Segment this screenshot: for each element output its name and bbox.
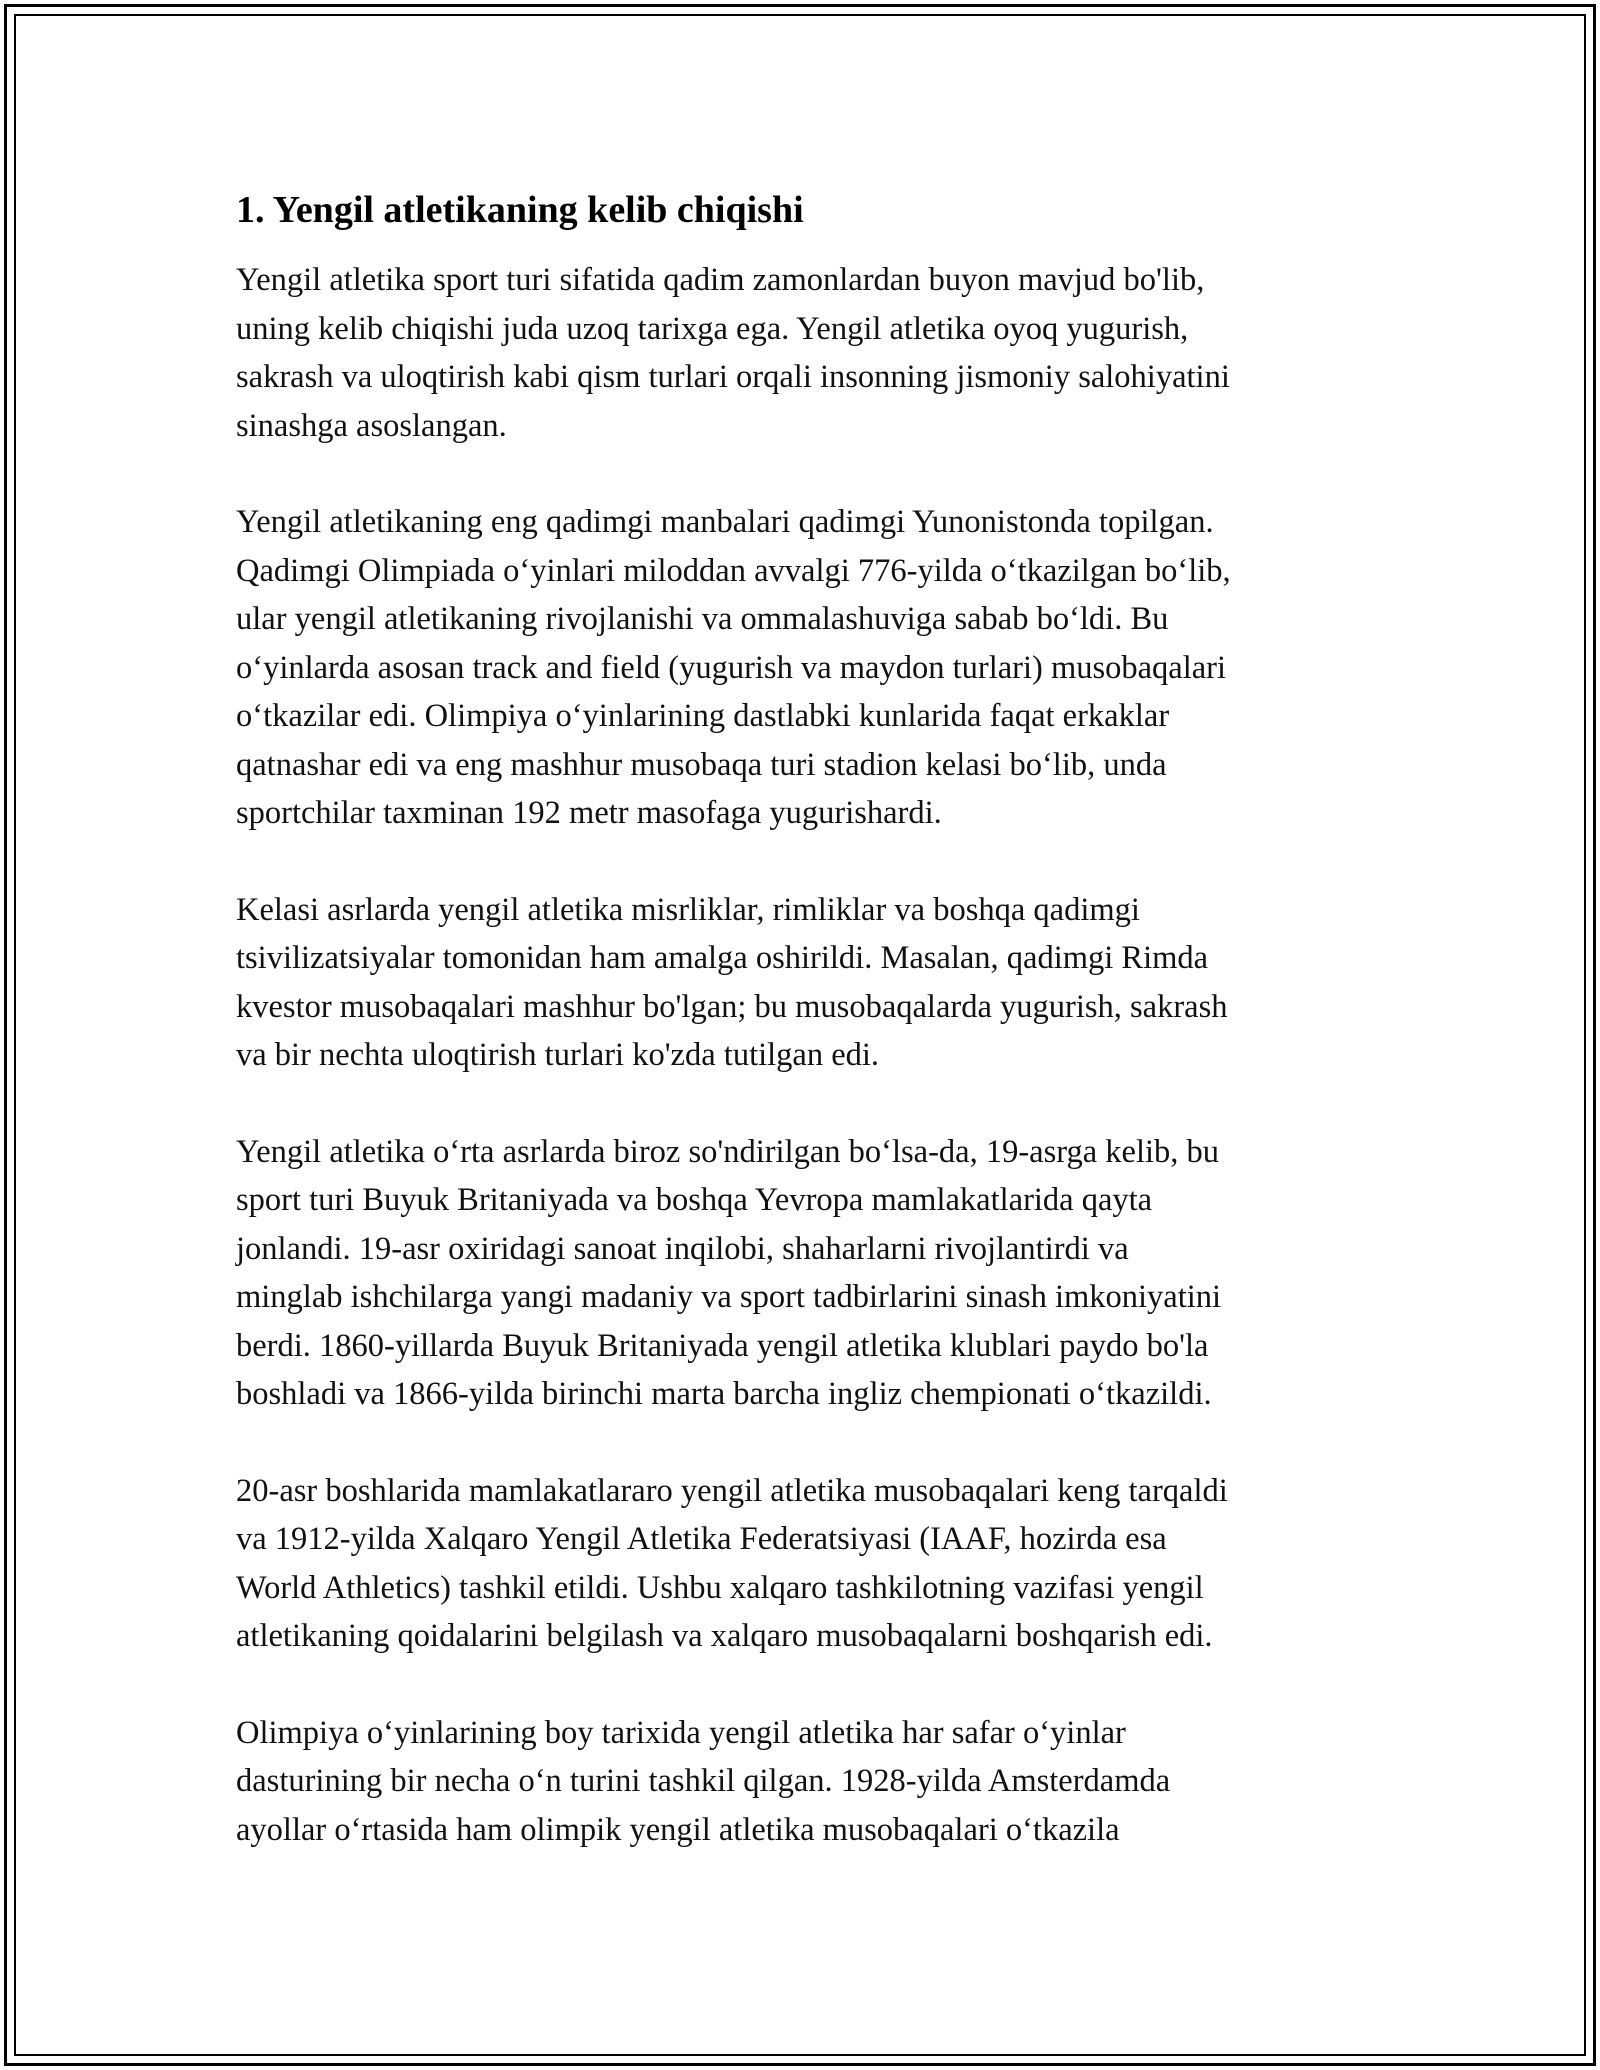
paragraph-revival: Yengil atletika o‘rta asrlarda biroz so'ndirilgan bo‘lsa-da, 19-asrga kelib, bu sport turi Buyuk Britaniyada va boshqa Yevropa mamlakatlarida qayta jonlandi. 19-asr oxiridagi sanoat inqilobi, shaharlarni rivojlantirdi va minglab ishchilarga yangi madaniy va sport tadbirlarini sinash imkoniyatini berdi. 1860-yillarda Buyuk Britaniyada yengil atletika klublari paydo bo'la boshladi va 1866-yilda birinchi marta barcha ingliz chempionati o‘tkazildi.: [236, 1133, 1222, 1412]
paragraph-iaaf: 20-asr boshlarida mamlakatlararo yengil atletika musobaqalari keng tarqaldi va 1912-yilda Xalqaro Yengil Atletika Federatsiyasi (IAAF, hozirda esa World Athletics) tashkil etildi. Ushbu xalqaro tashkilotning vazifasi yengil atletikaning qoidalarini belgilash va xalqaro musobaqalarni boshqarish edi.: [236, 1472, 1228, 1654]
paragraph-ancient-greece: Yengil atletikaning eng qadimgi manbalari qadimgi Yunonistonda topilgan. Qadimgi Olimpiada o‘yinlari miloddan avvalgi 776-yilda o‘tkazilgan bo‘lib, ular yengil atletikaning rivojlanishi va ommalashuviga sabab bo‘ldi. Bu o‘yinlarda asosan track and field (yugurish va maydon turlari) musobaqalari o‘tkazilar edi. Olimpiya o‘yinlarining dastlabki kunlarida faqat erkaklar qatnashar edi va eng mashhur musobaqa turi stadion kelasi bo‘lib, unda sportchilar taxminan 192 metr masofaga yugurishardi.: [236, 504, 1231, 831]
document-body: [236, 186, 1366, 1902]
paragraph-origins: Yengil atletika sport turi sifatida qadim zamonlardan buyon mavjud bo'lib, uning kelib chiqishi juda uzoq tarixga ega. Yengil atletika oyoq yugurish, sakrash va uloqtirish kabi qism turlari orqali insonning jismoniy salohiyatini sinashga asoslangan.: [236, 262, 1230, 444]
paragraph-olympics: Olimpiya o‘yinlarining boy tarixida yengil atletika har safar o‘yinlar dasturining bir necha o‘n turini tashkil qilgan. 1928-yilda Amsterdamda ayollar o‘rtasida ham olimpik yengil atletika musobaqalari o‘tkazila: [236, 1714, 1171, 1848]
section-heading: 1. Yengil atletikaning kelib chiqishi: [236, 189, 804, 231]
paragraph-rome: Kelasi asrlarda yengil atletika misrliklar, rimliklar va boshqa qadimgi tsivilizatsiyalar tomonidan ham amalga oshirildi. Masalan, qadimgi Rimda kvestor musobaqalari mashhur bo'lgan; bu musobaqalarda yugurish, sakrash va bir nechta uloqtirish turlari ko'zda tutilgan edi.: [236, 891, 1228, 1073]
